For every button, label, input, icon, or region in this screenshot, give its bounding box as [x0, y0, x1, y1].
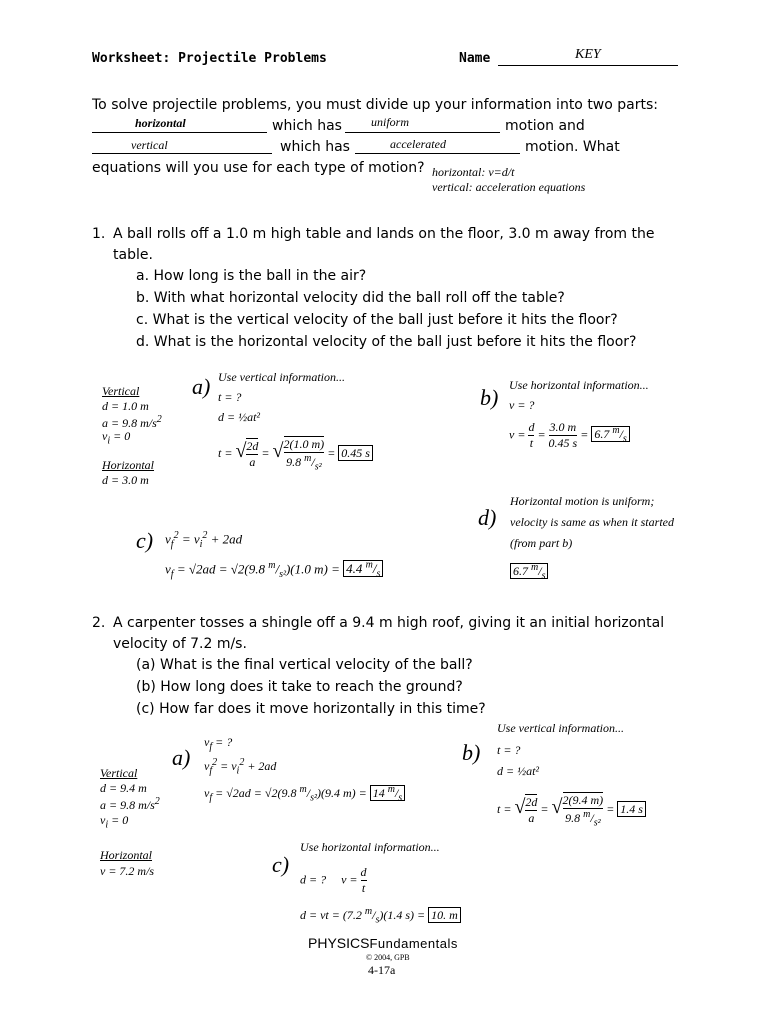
p1-given-horizontal-heading: Horizontal	[102, 458, 155, 472]
p1-sol-d-line1: Horizontal motion is uniform;	[510, 494, 655, 508]
p1-sol-b-v-unknown: v = ?	[509, 398, 535, 412]
p1-question-b: b. With what horizontal velocity did the ball roll off the table?	[136, 290, 565, 306]
blank-2-answer: uniform	[371, 115, 410, 129]
footer-brand: PHYSICSFundamentals	[308, 935, 458, 951]
p1-sol-a-eq: d = ½at²	[218, 410, 261, 424]
p1-sol-a-formula: t = √ $\frac{2d}{a}$ = √ $\frac{2(1.0 m)}{9.8 ^m/_{s^2}}$ = 0.45 s	[218, 436, 373, 472]
p1-sol-b-note: Use horizontal information...	[509, 378, 649, 392]
p1-sol-a-t-unknown: t = ?	[218, 390, 242, 404]
p2-given-horizontal-heading: Horizontal	[100, 848, 153, 862]
intro-line4: equations will you use for each type of motion?	[92, 160, 425, 176]
p2-question-a: (a) What is the final vertical velocity of the ball?	[136, 657, 473, 673]
p2-given-vi: $v_i = 0$	[100, 813, 129, 831]
p2-sol-c-note: Use horizontal information...	[300, 840, 440, 854]
p1-answer-a: 0.45 s	[338, 445, 373, 461]
p2-given-d: d = 9.4 m	[100, 781, 147, 795]
p1-answer-c: 4.4 $^m/_s$	[343, 560, 383, 577]
p2-answer-b: 1.4 s	[617, 801, 646, 817]
footer-copyright: © 2004, GPB	[366, 953, 410, 962]
p1-answer-b: 6.7 $^m/_s$	[591, 426, 629, 442]
p1-sol-d-line3: (from part b)	[510, 536, 573, 550]
p2-number: 2.	[92, 615, 106, 631]
p1-given-vi: $v_i = 0$	[102, 429, 131, 447]
p1-number: 1.	[92, 226, 106, 242]
p1-sol-b-label: b)	[480, 385, 499, 410]
blank-1-answer: horizontal	[135, 116, 186, 130]
p1-sol-b-formula: v = $\frac{d}{t}$ = $\frac{3.0 m}{0.45 s}$ = 6.7 $^m/_s$	[509, 420, 630, 451]
p1-question-c: c. What is the vertical velocity of the ball just before it hits the floor?	[136, 312, 618, 328]
which-has-1: which has	[272, 118, 342, 134]
p1-text-2: table.	[113, 247, 153, 263]
name-line	[498, 65, 678, 66]
p2-given-vertical-heading: Vertical	[100, 766, 138, 780]
motion-what: motion. What	[525, 139, 620, 155]
p1-sol-c-label: c)	[136, 528, 154, 553]
which-has-2: which has	[280, 139, 350, 155]
worksheet-title: Worksheet: Projectile Problems	[92, 51, 327, 66]
p2-sol-a-eq2: $v_f = √2ad = √2(9.8$ $^m/_{s^2})(9.4$ m) = 14 $^m/_s$	[204, 784, 405, 803]
p2-sol-c-formula: d = ? v = $\frac{d}{t}$	[300, 865, 367, 895]
motion-and: motion and	[505, 118, 585, 134]
p2-sol-a-vf-unknown: $v_f$ = ?	[204, 735, 233, 753]
blank-3-line	[92, 153, 272, 154]
blank-4-line	[355, 153, 520, 154]
p1-given-vertical-heading: Vertical	[102, 384, 140, 398]
blank-2-line	[345, 132, 500, 133]
p1-sol-d-label: d)	[478, 505, 497, 530]
p1-question-d: d. What is the horizontal velocity of the ball just before it hits the floor?	[136, 334, 637, 350]
p2-sol-b-eq: d = ½at²	[497, 764, 540, 778]
p2-question-c: (c) How far does it move horizontally in this time?	[136, 701, 486, 717]
p2-text-1: A carpenter tosses a shingle off a 9.4 m high roof, giving it an initial horizontal	[113, 615, 665, 631]
p1-text-1: A ball rolls off a 1.0 m high table and lands on the floor, 3.0 m away from the	[113, 226, 655, 242]
p1-sol-c-eq2: $v_f = √2ad = √2(9.8$ $^m/_{s^2})(1.0$ m) = 4.4 $^m/_s$	[165, 560, 383, 580]
p2-sol-b-formula: t = √ $\frac{2d}{a}$ = √ $\frac{2(9.4 m)}{9.8 ^m/_{s^2}}$ = 1.4 s	[497, 792, 646, 828]
p2-text-2: velocity of 7.2 m/s.	[113, 636, 247, 652]
p2-sol-c-eq: d = vt = (7.2 $^m/_s)(1.4$ s) = 10. m	[300, 906, 461, 925]
p1-sol-a-note: Use vertical information...	[218, 370, 345, 384]
p2-sol-b-t-unknown: t = ?	[497, 743, 521, 757]
p1-question-a: a. How long is the ball in the air?	[136, 268, 367, 284]
p1-answer-d: 6.7 $^m/_s$	[510, 562, 548, 581]
name-label: Name	[459, 51, 491, 66]
footer-page-number: 4-17a	[368, 963, 396, 977]
answer-vertical-eq: vertical: acceleration equations	[432, 180, 586, 194]
p1-sol-a-label: a)	[192, 374, 211, 399]
p2-answer-c: 10. m	[428, 907, 461, 923]
blank-3-answer: vertical	[131, 138, 168, 152]
p1-sol-c-eq1: $v_f^2 = v_i^2 + 2ad$	[165, 530, 243, 550]
p1-sol-d-line2: velocity is same as when it started	[510, 515, 674, 529]
answer-horizontal-eq: horizontal: v=d/t	[432, 165, 515, 179]
p2-answer-a: 14 $^m/_s$	[370, 785, 405, 801]
p1-given-hd: d = 3.0 m	[102, 473, 149, 487]
blank-4-answer: accelerated	[390, 137, 446, 151]
p2-given-a: a = 9.8 $m/s^2$	[100, 796, 160, 812]
intro-line1: To solve projectile problems, you must divide up your information into two parts:	[92, 97, 658, 113]
p2-given-hv: v = 7.2 m/s	[100, 864, 155, 878]
p2-sol-b-note: Use vertical information...	[497, 721, 624, 735]
p2-question-b: (b) How long does it take to reach the ground?	[136, 679, 463, 695]
p1-given-a: a = 9.8 $m/s^2$	[102, 414, 162, 430]
blank-1-line	[92, 132, 267, 133]
p1-given-d: d = 1.0 m	[102, 399, 149, 413]
p2-sol-b-label: b)	[462, 740, 481, 765]
p2-sol-c-label: c)	[272, 852, 290, 877]
p2-sol-a-label: a)	[172, 745, 191, 770]
p2-sol-a-eq1: $v_f^2 = v_i^2 + 2ad$	[204, 757, 277, 777]
name-value: KEY	[575, 47, 601, 62]
